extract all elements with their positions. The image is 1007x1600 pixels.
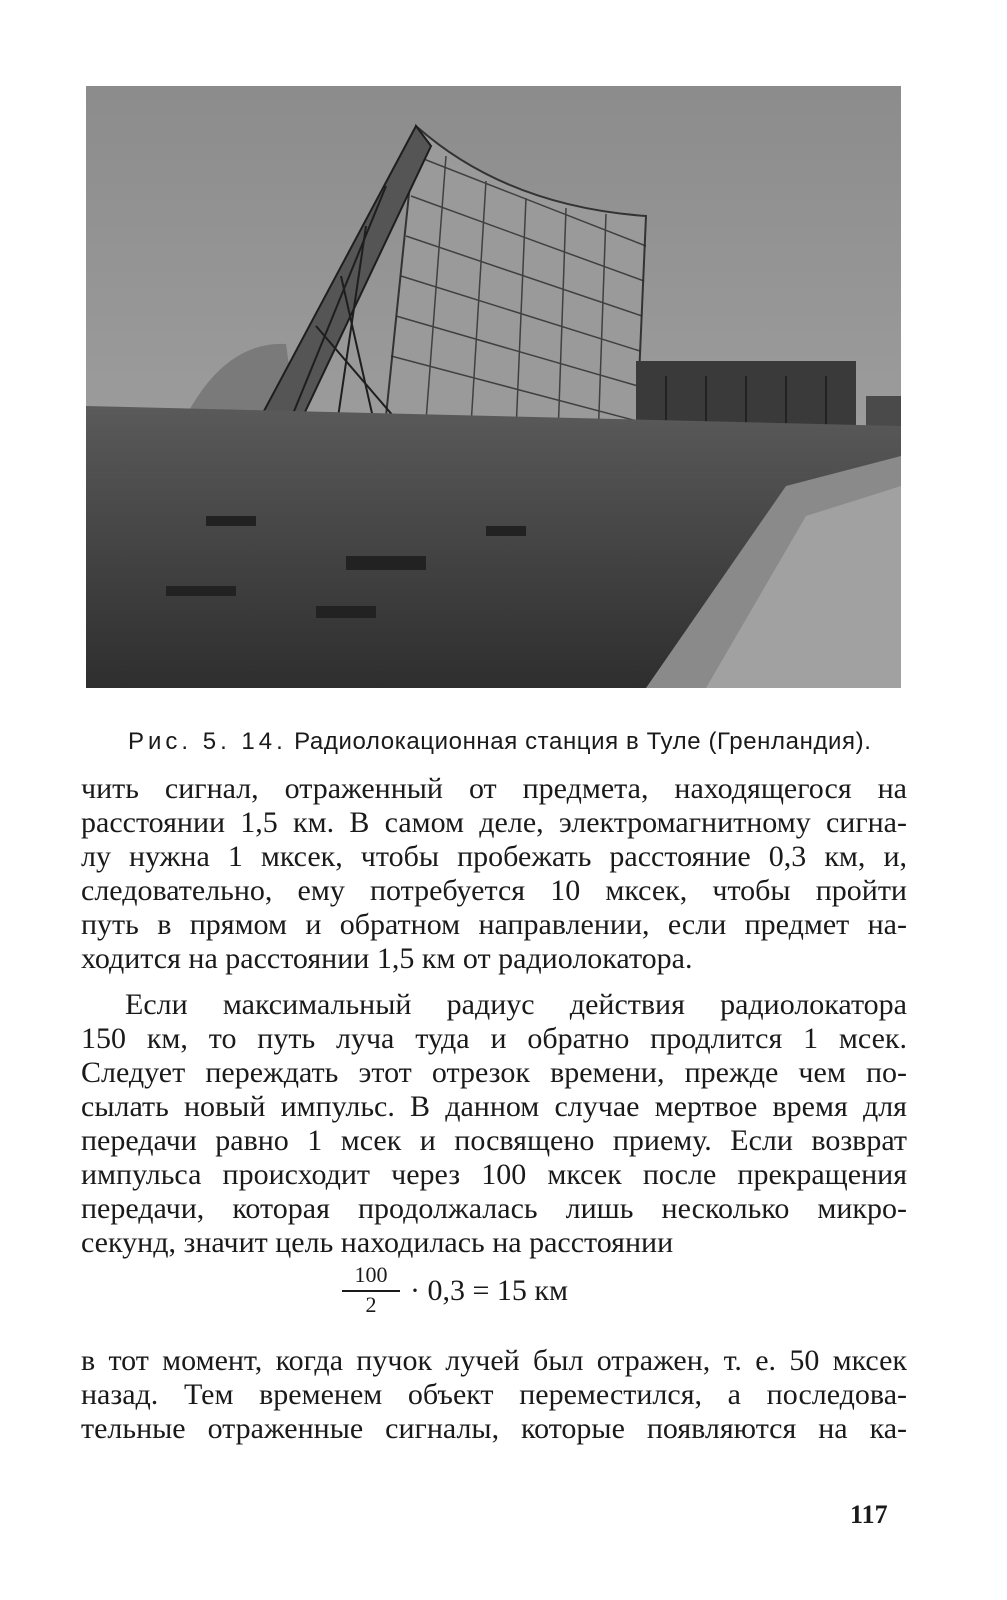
- paragraph-1: [81, 772, 907, 976]
- text-line: тельные отраженные сигналы, которые появляются на ка-: [81, 1412, 907, 1445]
- formula-rest: · 0,3 = 15 км: [410, 1274, 568, 1307]
- text-line: 150 км, то путь луча туда и обратно продлится 1 мсек.: [81, 1022, 907, 1055]
- page-number: 117: [850, 1500, 888, 1529]
- text-line: передачи равно 1 мсек и посвящено приему. Если возврат: [81, 1124, 907, 1157]
- figure-caption: [128, 728, 908, 756]
- caption-prefix: Рис. 5. 14.: [128, 728, 287, 755]
- caption-text: Радиолокационная станция в Туле (Гренландия).: [294, 728, 872, 755]
- text-line: ходится на расстоянии 1,5 км от радиолокатора.: [81, 942, 693, 975]
- text-line: назад. Тем временем объект переместился, а последова-: [81, 1378, 907, 1411]
- formula-denominator: 2: [365, 1292, 377, 1317]
- text-line: Следует переждать этот отрезок времени, прежде чем по-: [81, 1056, 907, 1089]
- text-line: чить сигнал, отраженный от предмета, находящегося на: [81, 772, 907, 805]
- text-line: сылать новый импульс. В данном случае мертвое время для: [81, 1090, 907, 1123]
- formula: [340, 1262, 660, 1322]
- formula-numerator: 100: [354, 1262, 388, 1287]
- radar-station-photo: [86, 86, 901, 688]
- text-line: лу нужна 1 мксек, чтобы пробежать расстояние 0,3 км, и,: [81, 840, 907, 873]
- text-line: секунд, значит цель находилась на расстоянии: [81, 1226, 674, 1259]
- text-line: импульса происходит через 100 мксек после прекращения: [81, 1158, 907, 1191]
- paragraph-2: [81, 988, 907, 1260]
- text-line: передачи, которая продолжалась лишь несколько микро-: [81, 1192, 907, 1225]
- paragraph-3: [81, 1344, 907, 1446]
- text-line: Если максимальный радиус действия радиолокатора: [125, 988, 907, 1021]
- text-line: путь в прямом и обратном направлении, если предмет на-: [81, 908, 907, 941]
- text-line: в тот момент, когда пучок лучей был отражен, т. е. 50 мксек: [81, 1344, 907, 1377]
- text-line: расстоянии 1,5 км. В самом деле, электромагнитному сигна-: [81, 806, 907, 839]
- text-line: следовательно, ему потребуется 10 мксек, чтобы пройти: [81, 874, 907, 907]
